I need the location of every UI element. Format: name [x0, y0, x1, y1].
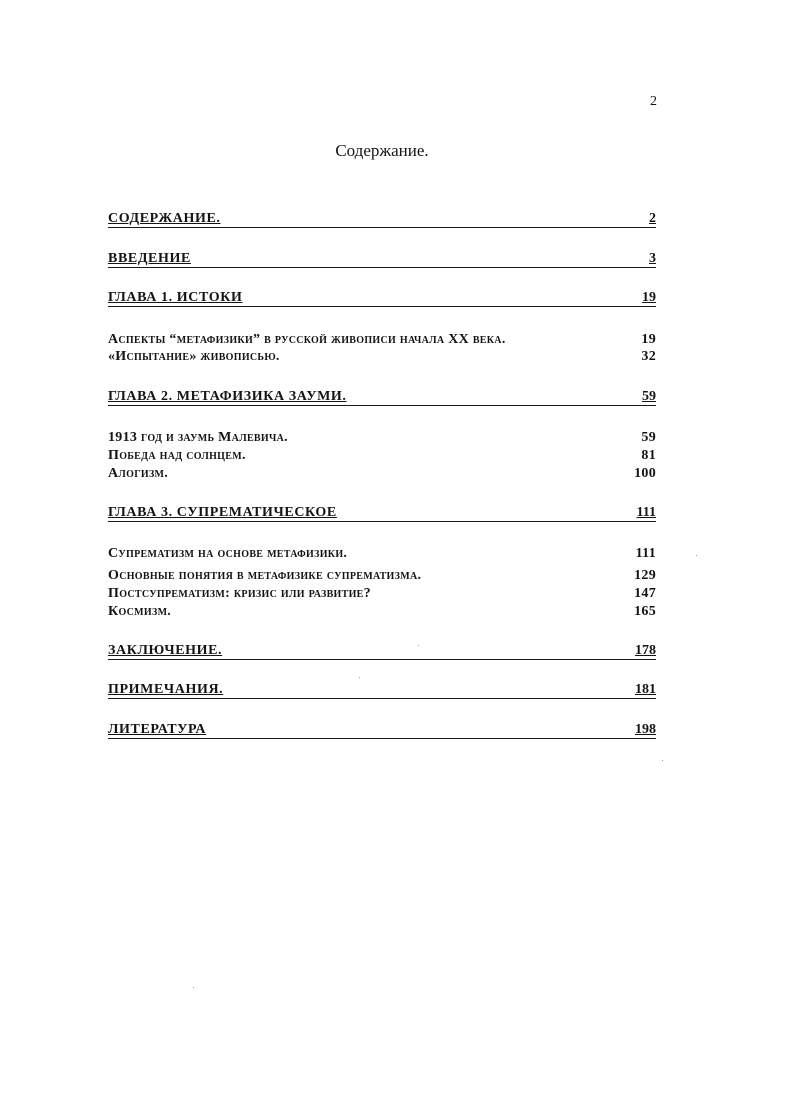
toc-entry-title: «Испытание» живописью. [108, 349, 280, 364]
toc-entry-contents[interactable] [108, 211, 656, 228]
toc-entry-section[interactable] [108, 465, 656, 483]
toc-entry-title: Аспекты “метафизики” в русской живописи начала XX века. [108, 332, 506, 347]
toc-entry-section[interactable] [108, 331, 656, 349]
toc-entry-title: Космизм. [108, 604, 172, 619]
scan-speck [662, 760, 663, 761]
toc-entry-chapter-1[interactable] [108, 290, 656, 307]
toc-entry-title: ГЛАВА 1. ИСТОКИ [108, 290, 243, 305]
toc-entry-title: ЗАКЛЮЧЕНИЕ. [108, 643, 223, 658]
toc-entry-title: Основные понятия в метафизике супрематизма. [108, 568, 422, 583]
toc-entry-page: 111 [635, 546, 656, 561]
toc-entry-title: 1913 год и заумь Малевича. [108, 430, 288, 445]
toc-entry-section[interactable] [108, 603, 656, 621]
toc-entry-notes[interactable] [108, 682, 656, 699]
toc-entry-page: 129 [634, 568, 656, 583]
toc-entry-page: 181 [635, 682, 656, 697]
toc-entry-literature[interactable] [108, 722, 656, 739]
toc-entry-page: 100 [634, 466, 656, 481]
scan-speck [193, 987, 194, 988]
toc-entry-section[interactable] [108, 585, 656, 603]
page-number: 2 [650, 94, 657, 109]
toc-entry-introduction[interactable] [108, 251, 656, 268]
toc-entry-title: ЛИТЕРАТУРА [108, 722, 207, 737]
toc-entry-page: 2 [649, 211, 656, 226]
toc-entry-page: 198 [635, 722, 656, 737]
toc-entry-title: ПРИМЕЧАНИЯ. [108, 682, 224, 697]
toc-entry-page: 19 [641, 332, 656, 347]
toc-entry-conclusion[interactable] [108, 643, 656, 660]
toc-entry-section[interactable] [108, 429, 656, 447]
toc-entry-page: 59 [642, 389, 656, 404]
toc-entry-page: 178 [635, 643, 656, 658]
toc-entry-section[interactable] [108, 567, 656, 585]
scan-speck [418, 645, 419, 646]
toc-entry-title: ГЛАВА 3. СУПРЕМАТИЧЕСКОЕ [108, 505, 337, 520]
toc-entry-title: ГЛАВА 2. МЕТАФИЗИКА ЗАУМИ. [108, 389, 347, 404]
toc-entry-chapter-3[interactable] [108, 505, 656, 522]
toc-entry-title: СОДЕРЖАНИЕ. [108, 211, 221, 226]
toc-entry-page: 3 [649, 251, 656, 266]
toc-entry-page: 59 [641, 430, 656, 445]
scan-speck [696, 555, 697, 556]
toc-entry-page: 32 [641, 349, 656, 364]
toc-entry-title: ВВЕДЕНИЕ [108, 251, 191, 266]
scan-speck [359, 677, 360, 678]
toc-entry-title: Постсупрематизм: кризис или развитие? [108, 586, 371, 601]
toc-entry-page: 147 [634, 586, 656, 601]
toc-entry-section[interactable] [108, 447, 656, 465]
toc-entry-page: 165 [634, 604, 656, 619]
toc-heading: Содержание. [335, 141, 429, 160]
toc-entry-title: Супрематизм на основе метафизики. [108, 546, 348, 561]
toc-entry-section[interactable] [108, 348, 656, 366]
toc-entry-section[interactable] [108, 545, 656, 563]
toc-entry-page: 19 [642, 290, 656, 305]
toc-entry-chapter-2[interactable] [108, 389, 656, 406]
toc-entry-page: 81 [641, 448, 656, 463]
toc-entry-title: Алогизм. [108, 466, 169, 481]
toc-entry-page: 111 [636, 505, 656, 520]
toc-entry-title: Победа над солнцем. [108, 448, 246, 463]
